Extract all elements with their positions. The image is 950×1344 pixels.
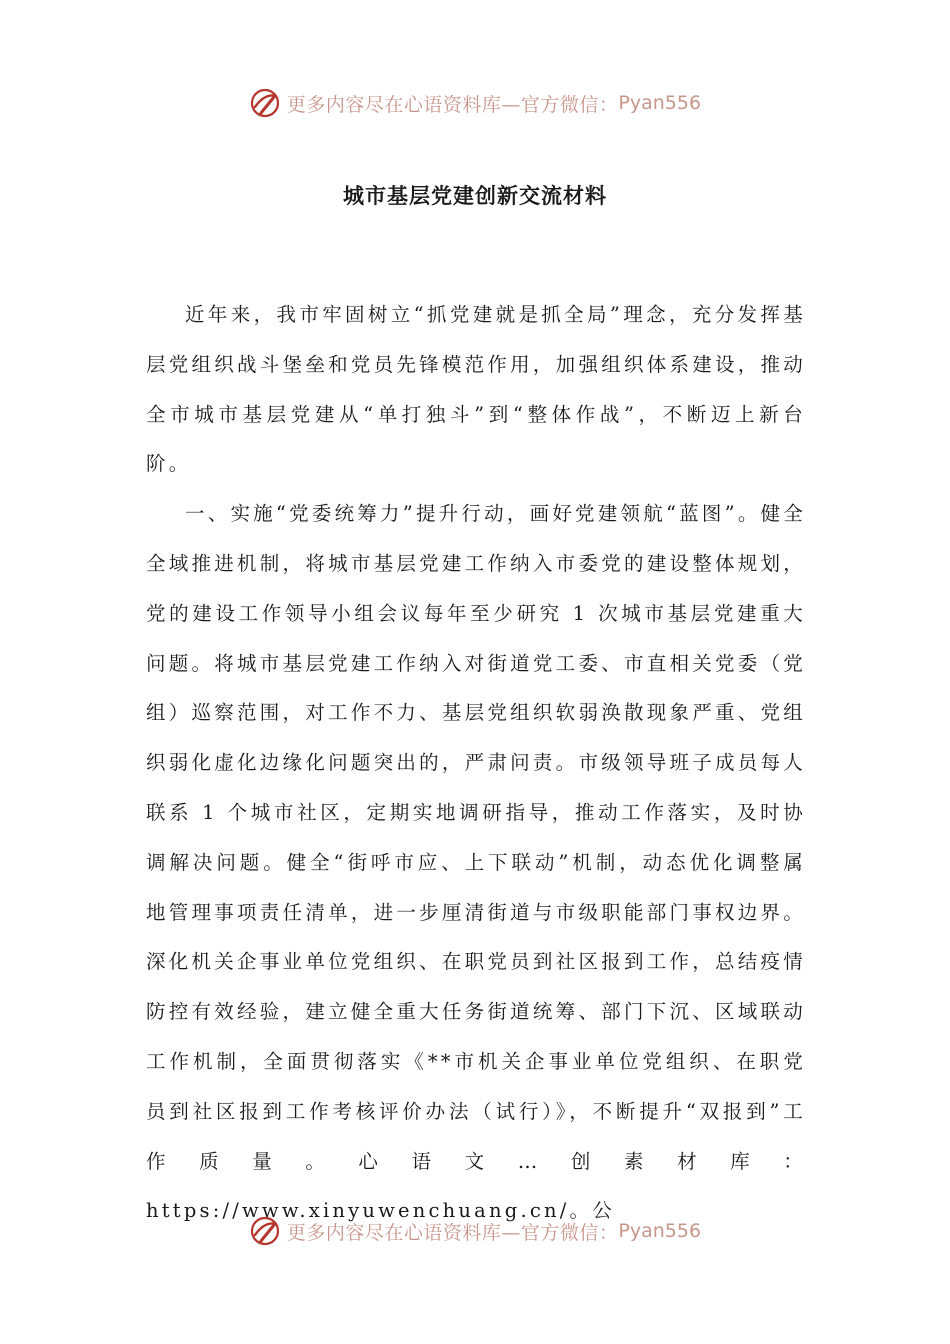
- paragraph-intro: 近年来，我市牢固树立“抓党建就是抓全局”理念，充分发挥基层党组织战斗堡垒和党员先锋模范作用，加强组织体系建设，推动全市城市基层党建从“单打独斗”到“整体作战”，不断迈上新台阶。: [146, 303, 806, 476]
- document-title: 城市基层党建创新交流材料: [343, 184, 607, 208]
- paragraph-section-one: 一、实施“党委统筹力”提升行动，画好党建领航“蓝图”。健全全域推进机制，将城市基层党建工作纳入市委党的建设整体规划，党的建设工作领导小组会议每年至少研究 1 次城市基层党建重大问题。将城市基层党建工作纳入对街道党工委、市直相关党委（党组）巡察范围，对工作不力、基层党组织软弱涣散现象严重、党组织弱化虚化边缘化问题突出的，严肃问责。市级领导班子成员每人联系 1 个城市社区，定期实地调研指导，推动工作落实，及时协调解决问题。健全“街呼市应、上下联动”机制，动态优化调整属地管理事项责任清单，进一步厘清街道与市级职能部门事权边界。深化机关企事业单位党组织、在职党员到社区报到工作，总结疫情防控有效经验，建立健全重大任务街道统筹、部门下沉、区域联动工作机制，全面贯彻落实《**市机关企事业单位党组织、在职党员到社区报到工作考核评价办法（试行）》，不断提升“双报到”工作质量。心语文…创素材库：https://www.xinyuwenchuang.cn/。公: [146, 502, 806, 1223]
- banner-text: 更多内容尽在心语资料库—官方微信：: [286, 93, 619, 116]
- pen-logo-icon: [249, 1215, 281, 1247]
- header-banner: [0, 83, 950, 123]
- banner-wechat-handle: Pyan556: [618, 1220, 702, 1242]
- pen-logo-icon: [249, 87, 281, 119]
- banner-text: 更多内容尽在心语资料库—官方微信：: [286, 1221, 619, 1244]
- banner-wechat-handle: Pyan556: [618, 92, 702, 114]
- footer-banner: [0, 1211, 950, 1251]
- document-body: [146, 290, 806, 1236]
